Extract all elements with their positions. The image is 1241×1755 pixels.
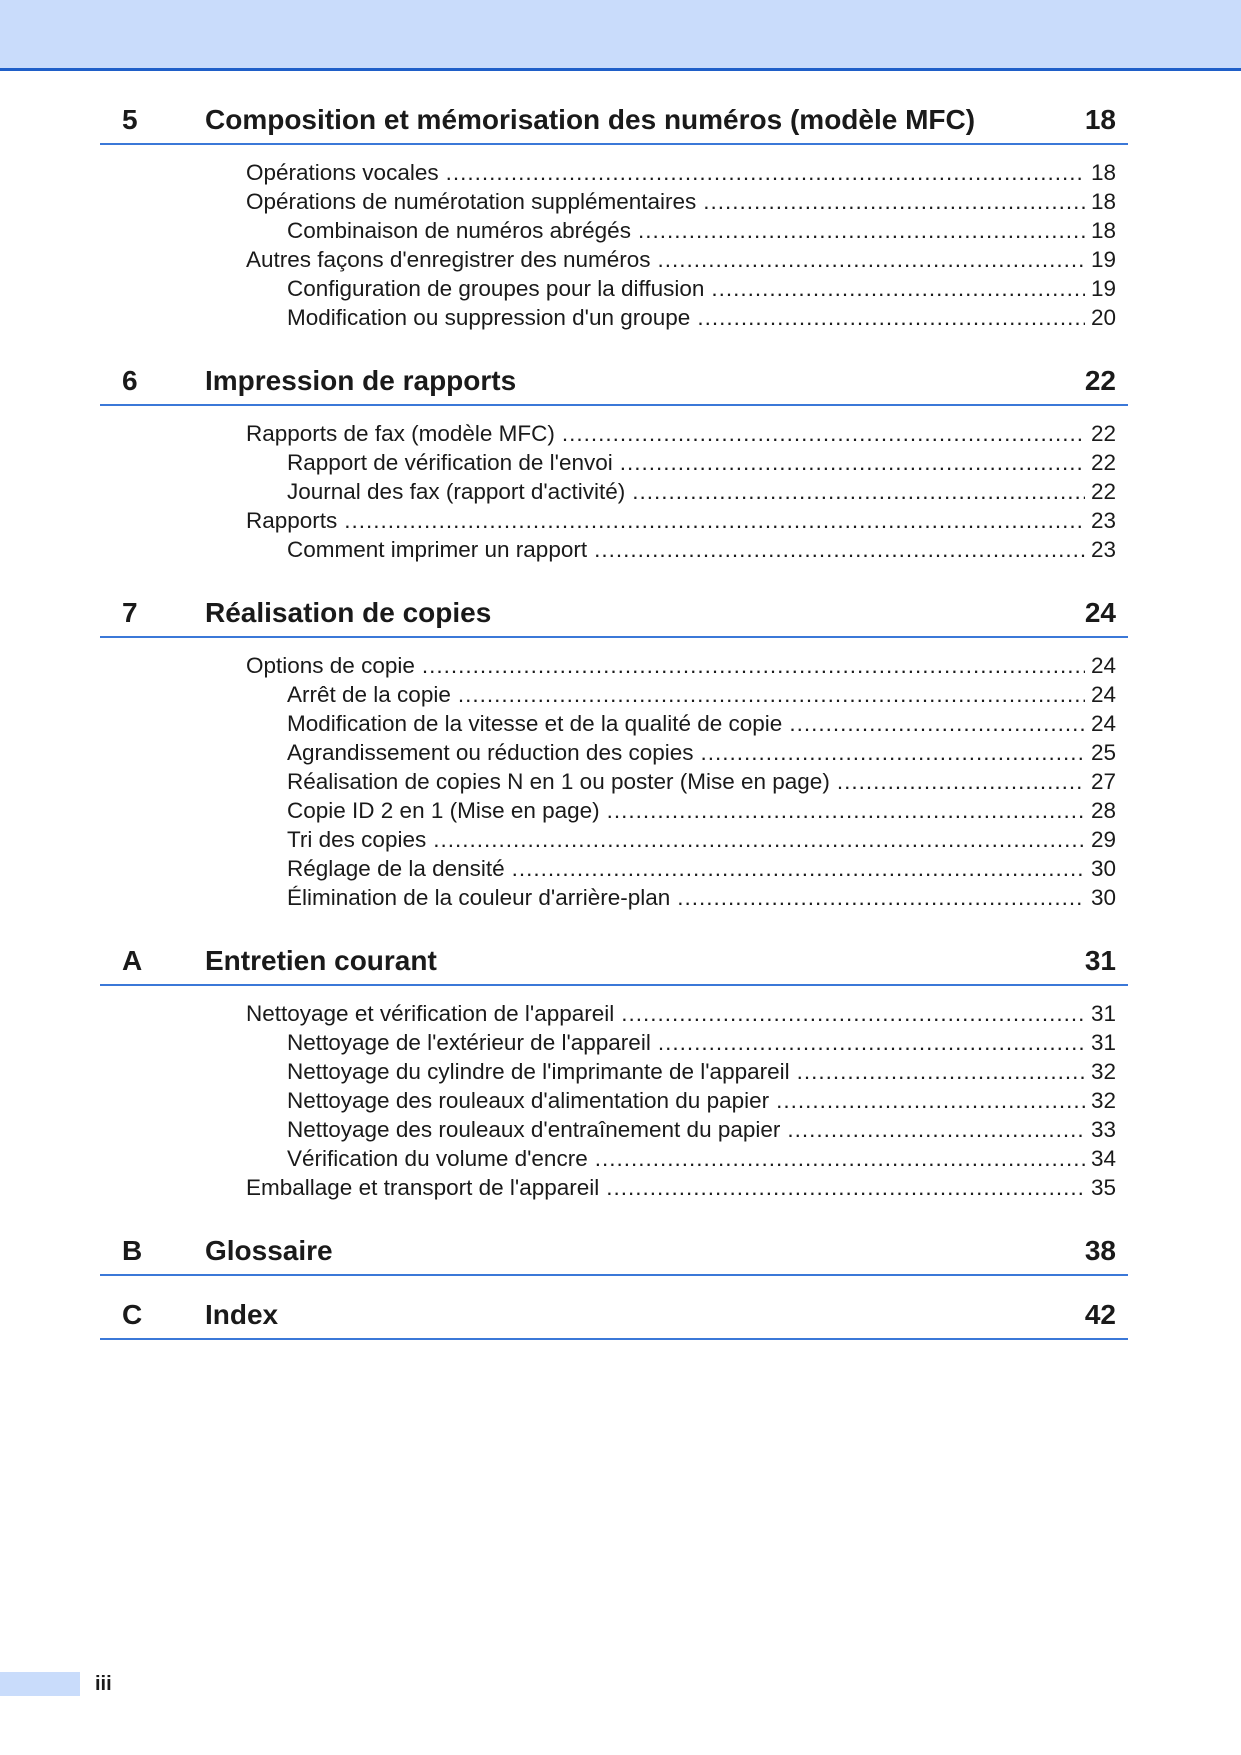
toc-subentry[interactable]	[100, 448, 1128, 477]
toc-subentry[interactable]	[100, 709, 1128, 738]
dot-leader	[789, 709, 1085, 738]
chapter-number: A	[122, 945, 143, 976]
chapter-heading[interactable]	[100, 364, 1128, 406]
toc-entry-label: Combinaison de numéros abrégés	[287, 218, 631, 243]
toc-entry-label: Tri des copies	[287, 827, 427, 852]
dot-leader	[446, 158, 1085, 187]
toc-entry-page: 31	[1090, 1001, 1116, 1026]
toc-subentry[interactable]	[100, 738, 1128, 767]
toc-entry[interactable]	[100, 651, 1128, 680]
toc-entry-page: 19	[1090, 247, 1116, 272]
toc-subentry[interactable]	[100, 274, 1128, 303]
chapter-page-number: 31	[1084, 945, 1116, 976]
chapter-heading[interactable]	[100, 596, 1128, 638]
chapter-title: Index	[205, 1299, 279, 1330]
toc-subentry[interactable]	[100, 477, 1128, 506]
toc-entry-page: 33	[1090, 1117, 1116, 1142]
toc-entry-page: 20	[1090, 305, 1116, 330]
toc-entry-page: 27	[1090, 769, 1116, 794]
toc-subentry[interactable]	[100, 216, 1128, 245]
toc-entry-page: 24	[1090, 682, 1116, 707]
toc-entry-page: 31	[1090, 1030, 1116, 1055]
toc-subentry[interactable]	[100, 1144, 1128, 1173]
toc-entry-label: Nettoyage du cylindre de l'imprimante de l'appareil	[287, 1059, 790, 1084]
toc-entry-page: 18	[1090, 218, 1116, 243]
dot-leader	[607, 796, 1085, 825]
toc-entry[interactable]	[100, 1173, 1128, 1202]
toc-subentry[interactable]	[100, 1086, 1128, 1115]
toc-subentry[interactable]	[100, 883, 1128, 912]
chapter-5	[100, 103, 1128, 332]
dot-leader	[837, 767, 1085, 796]
toc-entry-page: 32	[1090, 1088, 1116, 1113]
footer-band	[0, 1672, 80, 1696]
toc-entry-label: Réalisation de copies N en 1 ou poster (Mise en page)	[287, 769, 830, 794]
dot-leader	[658, 245, 1086, 274]
toc-entry-page: 22	[1090, 479, 1116, 504]
chapter-c	[100, 1298, 1128, 1340]
toc-subentry[interactable]	[100, 854, 1128, 883]
toc-entry-label: Rapports	[246, 508, 338, 533]
chapter-title: Glossaire	[205, 1235, 333, 1266]
dot-leader	[797, 1057, 1085, 1086]
dot-leader	[512, 854, 1085, 883]
toc-subentry[interactable]	[100, 680, 1128, 709]
dot-leader	[677, 883, 1085, 912]
dot-leader	[703, 187, 1085, 216]
dot-leader	[562, 419, 1085, 448]
chapter-number: B	[122, 1235, 143, 1266]
toc-subentry[interactable]	[100, 1028, 1128, 1057]
chapter-title: Impression de rapports	[205, 365, 517, 396]
chapter-heading[interactable]	[100, 1298, 1128, 1340]
toc-entry-label: Comment imprimer un rapport	[287, 537, 588, 562]
toc-entry-label: Emballage et transport de l'appareil	[246, 1175, 600, 1200]
toc-entry-label: Rapports de fax (modèle MFC)	[246, 421, 555, 446]
dot-leader	[638, 216, 1085, 245]
dot-leader	[658, 1028, 1085, 1057]
toc-entry[interactable]	[100, 999, 1128, 1028]
toc-entry-page: 18	[1090, 189, 1116, 214]
chapter-title: Composition et mémorisation des numéros (modèle MFC)	[205, 104, 976, 135]
toc-subentry[interactable]	[100, 767, 1128, 796]
chapter-number: 5	[122, 104, 138, 135]
dot-leader	[621, 999, 1085, 1028]
toc-entry[interactable]	[100, 419, 1128, 448]
toc-entry-page: 18	[1090, 160, 1116, 185]
toc-entry-page: 35	[1090, 1175, 1116, 1200]
toc-entry-page: 24	[1090, 653, 1116, 678]
chapter-number: C	[122, 1299, 143, 1330]
dot-leader	[606, 1173, 1085, 1202]
toc-entry-page: 28	[1090, 798, 1116, 823]
toc-entry-page: 30	[1090, 885, 1116, 910]
dot-leader	[701, 738, 1086, 767]
chapter-entries	[100, 986, 1128, 1202]
chapter-number: 6	[122, 365, 138, 396]
toc-entry-label: Arrêt de la copie	[287, 682, 451, 707]
dot-leader	[433, 825, 1085, 854]
chapter-title: Réalisation de copies	[205, 597, 492, 628]
dot-leader	[787, 1115, 1085, 1144]
dot-leader	[620, 448, 1085, 477]
toc-entry-page: 23	[1090, 508, 1116, 533]
toc-entry-label: Nettoyage de l'extérieur de l'appareil	[287, 1030, 651, 1055]
toc-subentry[interactable]	[100, 796, 1128, 825]
toc-entry[interactable]	[100, 187, 1128, 216]
chapter-heading[interactable]	[100, 944, 1128, 986]
toc-entry[interactable]	[100, 158, 1128, 187]
chapter-6	[100, 364, 1128, 564]
toc-entry-page: 29	[1090, 827, 1116, 852]
dot-leader	[594, 535, 1085, 564]
toc-entry-label: Autres façons d'enregistrer des numéros	[246, 247, 651, 272]
chapter-entries	[100, 406, 1128, 564]
toc-entry[interactable]	[100, 245, 1128, 274]
toc-entry-page: 22	[1090, 450, 1116, 475]
toc-entry-page: 34	[1090, 1146, 1116, 1171]
dot-leader	[711, 274, 1085, 303]
chapter-a	[100, 944, 1128, 1202]
toc-entry-label: Configuration de groupes pour la diffusion	[287, 276, 705, 301]
chapter-title: Entretien courant	[205, 945, 437, 976]
chapter-page-number: 42	[1084, 1299, 1116, 1330]
dot-leader	[458, 680, 1085, 709]
toc-entry-label: Modification de la vitesse et de la qualité de copie	[287, 711, 783, 736]
chapter-page-number: 24	[1084, 597, 1116, 628]
toc-subentry[interactable]	[100, 303, 1128, 332]
toc-entry-label: Nettoyage des rouleaux d'entraînement du papier	[287, 1117, 781, 1142]
chapter-heading[interactable]	[100, 103, 1128, 145]
chapter-page-number: 22	[1084, 365, 1116, 396]
dot-leader	[697, 303, 1085, 332]
toc-subentry[interactable]	[100, 825, 1128, 854]
dot-leader	[632, 477, 1085, 506]
toc-entry-page: 19	[1090, 276, 1116, 301]
toc-entry-label: Agrandissement ou réduction des copies	[287, 740, 694, 765]
dot-leader	[344, 506, 1085, 535]
chapter-page-number: 38	[1084, 1235, 1116, 1266]
toc-entry-page: 22	[1090, 421, 1116, 446]
toc-entry-label: Réglage de la densité	[287, 856, 505, 881]
header-band	[0, 0, 1241, 71]
toc-entry-page: 25	[1090, 740, 1116, 765]
chapter-page-number: 18	[1084, 104, 1116, 135]
table-of-contents	[100, 103, 1128, 1362]
toc-subentry[interactable]	[100, 1057, 1128, 1086]
chapter-heading[interactable]	[100, 1234, 1128, 1276]
toc-entry-page: 23	[1090, 537, 1116, 562]
chapter-entries	[100, 638, 1128, 912]
footer-page-number: iii	[95, 1673, 112, 1695]
toc-entry-label: Copie ID 2 en 1 (Mise en page)	[287, 798, 600, 823]
toc-entry-label: Vérification du volume d'encre	[287, 1146, 588, 1171]
toc-entry-label: Opérations vocales	[246, 160, 439, 185]
dot-leader	[422, 651, 1085, 680]
chapter-7	[100, 596, 1128, 912]
toc-subentry[interactable]	[100, 1115, 1128, 1144]
toc-entry-page: 30	[1090, 856, 1116, 881]
toc-entry-label: Nettoyage et vérification de l'appareil	[246, 1001, 615, 1026]
chapter-b	[100, 1234, 1128, 1276]
toc-entry-page: 24	[1090, 711, 1116, 736]
toc-entry[interactable]	[100, 506, 1128, 535]
chapter-entries	[100, 145, 1128, 332]
toc-entry-label: Modification ou suppression d'un groupe	[287, 305, 691, 330]
toc-entry-label: Journal des fax (rapport d'activité)	[287, 479, 626, 504]
toc-entry-label: Élimination de la couleur d'arrière-plan	[287, 885, 671, 910]
dot-leader	[595, 1144, 1085, 1173]
toc-entry-label: Opérations de numérotation supplémentaires	[246, 189, 697, 214]
chapter-number: 7	[122, 597, 138, 628]
toc-entry-label: Rapport de vérification de l'envoi	[287, 450, 613, 475]
toc-entry-label: Options de copie	[246, 653, 415, 678]
toc-subentry[interactable]	[100, 535, 1128, 564]
toc-entry-page: 32	[1090, 1059, 1116, 1084]
toc-entry-label: Nettoyage des rouleaux d'alimentation du papier	[287, 1088, 770, 1113]
dot-leader	[776, 1086, 1085, 1115]
